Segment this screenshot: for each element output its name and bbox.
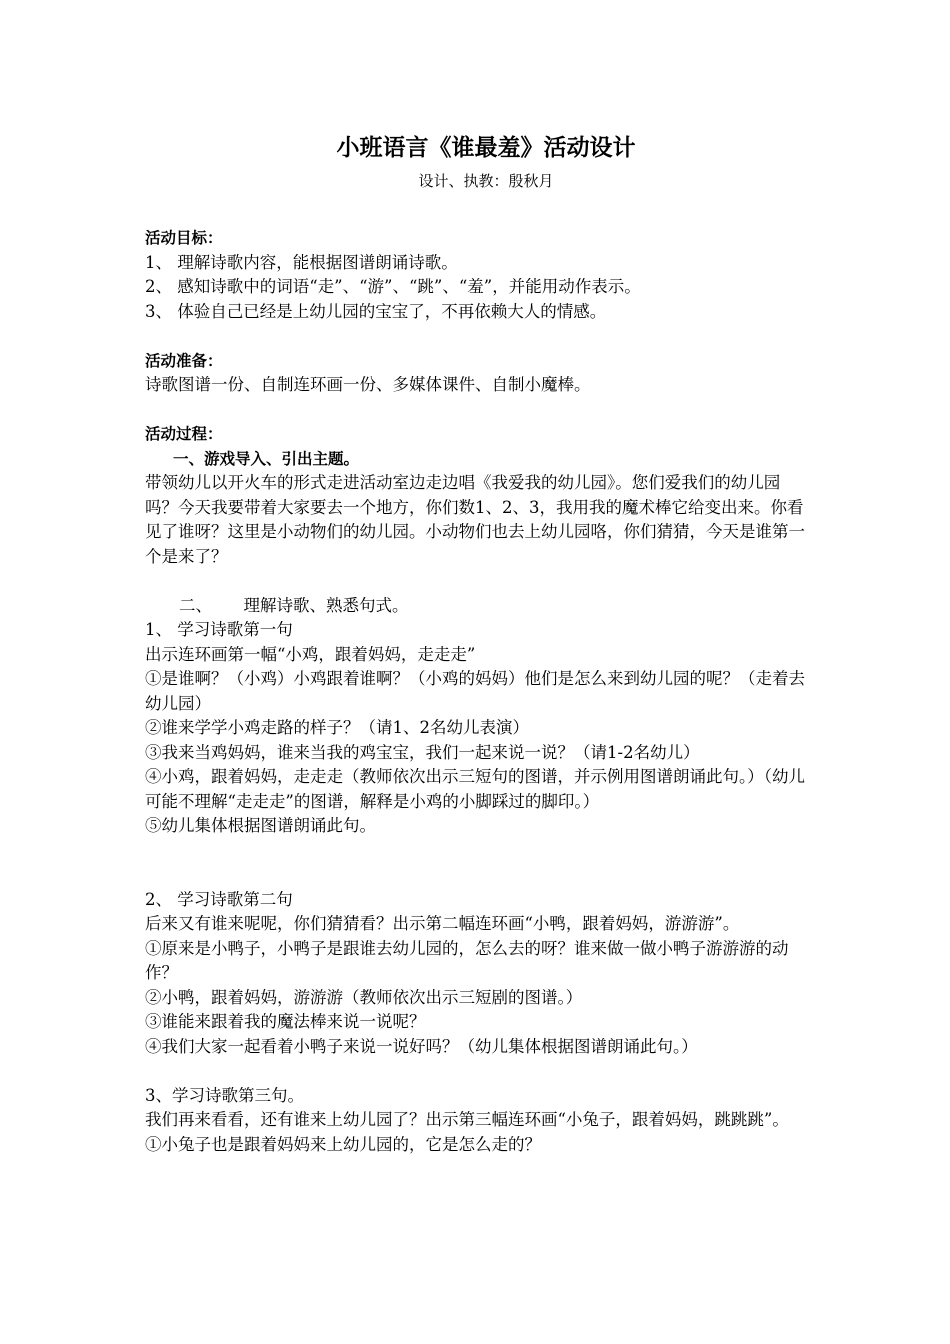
goal-item: 2、 感知诗歌中的词语“走”、“游”、“跳”、“羞”，并能用动作表示。	[145, 277, 641, 296]
section3-line: ①小兔子也是跟着妈妈来上幼儿园的，它是怎么走的？	[145, 1134, 541, 1154]
section1-title: 1、 学习诗歌第一句	[145, 620, 293, 639]
section1-line: 出示连环画第一幅“小鸡，跟着妈妈，走走走”	[145, 644, 476, 664]
section3-title: 3、学习诗歌第三句。	[145, 1085, 304, 1105]
document-body	[145, 130, 813, 1157]
section3-line: 我们再来看看，还有谁来上幼儿园了？出示第三幅连环画“小兔子，跟着妈妈，跳跳跳”。	[145, 1110, 789, 1129]
author-line: 设计、执教：殷秋月	[418, 172, 554, 190]
goal-item: 3、 体验自己已经是上幼儿园的宝宝了，不再依赖大人的情感。	[145, 301, 607, 321]
goal-item: 1、 理解诗歌内容，能根据图谱朗诵诗歌。	[145, 252, 458, 272]
prep-heading: 活动准备：	[145, 351, 223, 370]
section2-line: ①原来是小鸭子，小鸭子是跟谁去幼儿园的，怎么去的呀？谁来做一做小鸭子游游游的动作？	[145, 938, 789, 982]
process-heading: 活动过程：	[145, 425, 223, 443]
section2-line: ②小鸭，跟着妈妈，游游游（教师依次出示三短剧的图谱。）	[145, 987, 583, 1007]
section2-line: ③谁能来跟着我的魔法棒来说一说呢？	[145, 1012, 426, 1031]
goals-heading: 活动目标：	[145, 229, 223, 247]
section1-line: ①是谁啊？（小鸡）小鸡跟着谁啊？（小鸡的妈妈）他们是怎么来到幼儿园的呢？（走着去幼儿园）	[145, 669, 805, 713]
section1-line: ⑤幼儿集体根据图谱朗诵此句。	[145, 816, 376, 835]
section2-title: 2、 学习诗歌第二句	[145, 889, 293, 909]
section1-line: ③我来当鸡妈妈，谁来当我的鸡宝宝，我们一起来说一说？（请1-2名幼儿）	[145, 742, 700, 762]
section1-line: ②谁来学学小鸡走路的样子？（请1、2名幼儿表演）	[145, 718, 529, 737]
section1-line: ④小鸡，跟着妈妈，走走走（教师依次出示三短句的图谱，并示例用图谱朗诵此句。）（幼儿可能不理解“走走走”的图谱，解释是小鸡的小脚踩过的脚印。）	[145, 767, 805, 811]
step1-text: 带领幼儿以开火车的形式走进活动室边走边唱《我爱我的幼儿园》。您们爱我们的幼儿园吗？今天我要带着大家要去一个地方，你们数1、2、3，我用我的魔术棒它给变出来。你看见了谁呀？这里是小动物们的幼儿园。小动物们也去上幼儿园咯，你们猜猜，今天是谁第一个是来了？	[145, 473, 805, 566]
prep-text: 诗歌图谱一份、自制连环画一份、多媒体课件、自制小魔棒。	[145, 375, 591, 394]
step2-title: 二、 理解诗歌、熟悉句式。	[179, 595, 409, 615]
step1-title: 一、游戏导入、引出主题。	[173, 449, 360, 468]
document-title: 小班语言《谁最羞》活动设计	[336, 135, 636, 161]
section2-line: ④我们大家一起看着小鸭子来说一说好吗？（幼儿集体根据图谱朗诵此句。）	[145, 1036, 698, 1056]
section2-line: 后来又有谁来呢呢，你们猜猜看？出示第二幅连环画“小鸭，跟着妈妈，游游游”。	[145, 914, 740, 933]
